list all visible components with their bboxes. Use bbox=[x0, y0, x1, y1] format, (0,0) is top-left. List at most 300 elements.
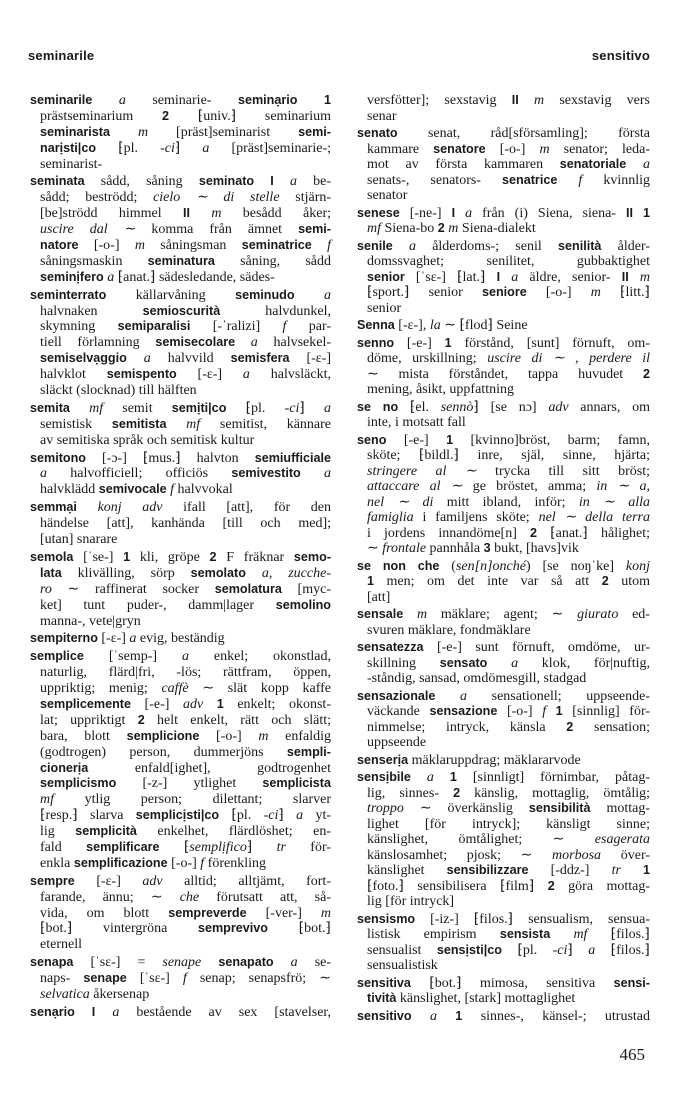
text: naturlig, flärd|fri, -lös; rättfram, öppen, bbox=[40, 665, 331, 681]
entry-line bbox=[30, 174, 331, 190]
text: halvklot bbox=[40, 367, 107, 383]
italic-text: giurato bbox=[577, 607, 619, 622]
headword: se non che bbox=[357, 558, 440, 573]
text: semitist, kännare bbox=[200, 416, 331, 432]
text: [-ɛ-], bbox=[394, 318, 430, 333]
text: åkersenap bbox=[89, 986, 150, 1002]
entry-line bbox=[357, 753, 650, 769]
headword: seminạrio 1 bbox=[237, 93, 331, 107]
text: enkel; okonstlad, bbox=[188, 649, 331, 665]
headword: semi- bbox=[298, 222, 331, 237]
headword: se no bbox=[357, 399, 399, 414]
text: yt- bbox=[303, 808, 331, 824]
text: ⁅univ.⁆ seminarium bbox=[169, 108, 331, 124]
text: ⁅pl. bbox=[219, 808, 264, 824]
text: halvofficiell; officiös bbox=[47, 466, 232, 482]
headword: semolato bbox=[190, 565, 246, 580]
headword: sempiterno bbox=[30, 631, 98, 646]
text: ⁅ bbox=[159, 839, 190, 855]
text: [ˈsɛ-] bbox=[126, 971, 183, 987]
text: väckande bbox=[367, 704, 430, 719]
text: farande, ännu; ∼ bbox=[40, 889, 180, 905]
text: ⁅bot.⁆ mimosa, sensitiva bbox=[410, 975, 614, 991]
text: vida, om blott bbox=[40, 905, 169, 921]
entry-line bbox=[357, 285, 650, 301]
text: ∼ ⁅flod⁆ Seine bbox=[440, 318, 528, 333]
headword: senserịa bbox=[357, 752, 409, 767]
text: döme, urskillning; bbox=[367, 351, 488, 366]
text: ⁆ [se nɔ] bbox=[473, 399, 549, 415]
text: lat; uppriktigt bbox=[40, 712, 138, 728]
text: halvdunkel, bbox=[220, 303, 331, 319]
text: lig bbox=[40, 824, 76, 840]
headword: 1 bbox=[436, 1008, 463, 1023]
text: förenkling bbox=[204, 855, 266, 871]
italic-text: f bbox=[182, 971, 187, 987]
text: ∼ överkänslig bbox=[403, 801, 529, 816]
text: enfaldig bbox=[268, 728, 331, 744]
entry-line bbox=[30, 516, 331, 532]
entry-line bbox=[357, 801, 650, 817]
headword: sensibilità bbox=[528, 801, 591, 815]
italic-text: mf bbox=[166, 416, 201, 432]
headword: seminịfero bbox=[40, 269, 104, 284]
italic-text: mf bbox=[550, 927, 588, 942]
italic-text: a bbox=[273, 955, 298, 971]
italic-text: la bbox=[429, 318, 441, 333]
entry-line bbox=[30, 566, 331, 582]
text: av semitiska språk och semitisk kultur bbox=[40, 432, 255, 448]
entry-line bbox=[30, 937, 331, 953]
dictionary-entry bbox=[357, 770, 650, 910]
dictionary-entry bbox=[357, 206, 650, 237]
entry-line bbox=[357, 958, 650, 974]
text: se- bbox=[297, 955, 332, 971]
entry-line bbox=[357, 526, 650, 542]
dictionary-entry bbox=[357, 318, 650, 334]
text: sensation; bbox=[573, 719, 650, 735]
text: Siena-bo bbox=[381, 221, 438, 236]
text: [-ɛ-] bbox=[176, 367, 243, 383]
headword: 2 bbox=[209, 549, 217, 564]
text: förstånd, [sunt] förnuft, om- bbox=[451, 335, 650, 351]
text: ⁅filos.⁆ bbox=[595, 942, 650, 958]
italic-text: -ci bbox=[284, 400, 300, 416]
text: [-ver-] bbox=[246, 905, 321, 921]
text: händelse [att], kanhända [till och med]; bbox=[40, 516, 331, 532]
text: men; om det inte var så att bbox=[374, 574, 602, 589]
italic-text: morbosa bbox=[552, 847, 602, 863]
headword: senatore bbox=[433, 141, 486, 156]
entry-line bbox=[30, 906, 331, 922]
text: helt enkelt, rätt och slätt; bbox=[144, 712, 331, 728]
headword: 1 bbox=[433, 770, 457, 784]
headword: semplice bbox=[30, 649, 84, 664]
headword: semplicione bbox=[126, 728, 200, 743]
text: i familjens sköte; bbox=[413, 510, 539, 525]
headword: sensazione bbox=[429, 704, 498, 718]
headword: 1 bbox=[446, 432, 454, 447]
entry-line bbox=[30, 987, 331, 1003]
headword: 1 bbox=[444, 335, 452, 350]
entry-line bbox=[357, 574, 650, 590]
italic-text: a bbox=[435, 688, 468, 704]
headword: lata bbox=[40, 565, 62, 580]
headword: sensịbile bbox=[357, 770, 411, 784]
italic-text: nel ∼ di bbox=[367, 494, 434, 510]
italic-text: konj bbox=[625, 558, 650, 574]
headword: II bbox=[621, 269, 629, 284]
italic-text: in ∼ alla bbox=[578, 494, 650, 510]
entry-line bbox=[357, 704, 650, 720]
italic-text: esagerata bbox=[594, 832, 650, 847]
entry-line bbox=[30, 890, 331, 906]
text: mitt ibland, inför; bbox=[433, 494, 579, 510]
entry-line bbox=[30, 532, 331, 548]
entry-line bbox=[357, 656, 650, 672]
text: ⁅pl. bbox=[226, 400, 285, 416]
text: enkelt; okonst- bbox=[223, 696, 331, 712]
text: sensationell; uppseende- bbox=[467, 688, 650, 704]
text: ålder- bbox=[601, 238, 651, 254]
text: F fräknar bbox=[216, 549, 294, 565]
headword: semplificazione bbox=[73, 855, 168, 870]
headword: senile bbox=[357, 238, 393, 253]
dictionary-entry bbox=[357, 239, 650, 317]
entry-line bbox=[30, 614, 331, 630]
text: trycka till sitt bröst; bbox=[476, 463, 651, 479]
headword: seminato I bbox=[198, 174, 274, 189]
dictionary-entry bbox=[357, 976, 650, 1007]
headword: II bbox=[183, 206, 190, 221]
entry-line bbox=[30, 824, 331, 840]
text: prästseminarium bbox=[40, 108, 163, 124]
entry-line bbox=[30, 713, 331, 729]
entry-line bbox=[357, 671, 650, 687]
text: äldre, senior- bbox=[518, 269, 622, 285]
text: besådd åker; bbox=[221, 206, 331, 222]
text: i jordens innandöme[n] bbox=[367, 525, 531, 541]
headword: senạrio I bbox=[30, 1004, 96, 1019]
text: känslig, mottaglig, ömtålig; bbox=[460, 785, 651, 801]
headword: sensitivo bbox=[357, 1008, 412, 1023]
text: källarvåning bbox=[106, 287, 236, 303]
italic-text: cielo ∼ di stelle bbox=[153, 190, 280, 206]
entry-line bbox=[30, 206, 331, 222]
entry-line bbox=[357, 173, 650, 189]
dictionary-entry bbox=[30, 451, 331, 499]
text: över- bbox=[601, 847, 650, 863]
text: utom bbox=[608, 574, 651, 589]
text: skymning bbox=[40, 319, 118, 335]
entry-line bbox=[357, 848, 650, 864]
text: ⁅litt.⁆ bbox=[600, 285, 650, 300]
entry-line bbox=[30, 808, 331, 824]
entry-line bbox=[357, 720, 650, 736]
italic-text: f bbox=[282, 319, 287, 335]
headword: I bbox=[451, 205, 456, 220]
text: ⁅bot.⁆ vintergröna bbox=[40, 921, 198, 937]
headword: semiparalisi bbox=[117, 319, 191, 334]
text: ed- bbox=[618, 607, 650, 622]
dictionary-entry bbox=[357, 126, 650, 204]
italic-text: a bbox=[296, 808, 304, 824]
headword: 2 bbox=[642, 366, 650, 381]
headword: seminata bbox=[30, 174, 85, 189]
headword: sensato bbox=[439, 655, 488, 670]
headword: semitono bbox=[30, 450, 86, 465]
headword: narịsti|co bbox=[40, 140, 97, 155]
text: ⁅sport.⁆ senior bbox=[367, 285, 482, 300]
entry-line bbox=[30, 351, 331, 367]
entry-line bbox=[357, 943, 650, 959]
dictionary-entry bbox=[357, 433, 650, 557]
headword: II 1 bbox=[625, 205, 650, 220]
headword: sempli- bbox=[286, 744, 331, 759]
entry-line bbox=[357, 351, 650, 367]
italic-text: a bbox=[242, 367, 250, 383]
text: ∼ mista förståndet, tappa huvudet bbox=[367, 366, 643, 382]
entry-line bbox=[357, 479, 650, 495]
entry-line bbox=[30, 792, 331, 808]
text: såningsmaskin bbox=[40, 253, 148, 269]
entry-line bbox=[30, 697, 331, 713]
text: ålderdoms-; senil bbox=[415, 238, 558, 254]
italic-text: caffè bbox=[161, 681, 189, 697]
dictionary-entry bbox=[30, 401, 331, 449]
text: eternell bbox=[40, 937, 82, 953]
text: [ˈsɛ-] = bbox=[73, 955, 163, 971]
entry-line bbox=[30, 840, 331, 856]
headword: sensịsti|co bbox=[436, 942, 502, 957]
italic-text: adv bbox=[142, 873, 163, 889]
entry-line bbox=[30, 157, 331, 173]
dictionary-entry bbox=[30, 1005, 331, 1021]
dictionary-entry bbox=[30, 649, 331, 871]
headword: semplicismo bbox=[40, 776, 117, 791]
text: senat, råd[sförsamling]; första bbox=[397, 126, 650, 141]
headword: seminarile bbox=[30, 93, 93, 107]
text: kvinnlig bbox=[582, 172, 651, 188]
italic-text: a, zucche- bbox=[245, 565, 331, 581]
text: släckt (slocknad) till hälften bbox=[40, 383, 197, 399]
italic-text: m bbox=[628, 269, 650, 285]
text: [-e-] sunt förnuft, omdöme, ur- bbox=[423, 640, 650, 655]
text: seminarist- bbox=[40, 156, 103, 172]
dictionary-entry bbox=[357, 1009, 650, 1025]
headword: semplicịsti|co bbox=[135, 808, 220, 823]
text: ⁆ bbox=[246, 839, 277, 855]
headword: 2 bbox=[437, 221, 445, 235]
italic-text: a bbox=[235, 335, 258, 351]
headword: sensista bbox=[499, 927, 551, 941]
text: kammare bbox=[367, 141, 434, 157]
entry-line bbox=[30, 681, 331, 697]
text: [sinnligt] förnimbar, påtag- bbox=[456, 770, 650, 785]
headword: cionerịa bbox=[40, 760, 89, 775]
entry-line bbox=[30, 582, 331, 598]
text: sexstavig vers bbox=[544, 93, 650, 108]
italic-text: a bbox=[202, 140, 210, 156]
headword: semplicità bbox=[75, 824, 137, 839]
headword: 2 bbox=[601, 574, 609, 588]
entry-line bbox=[357, 541, 650, 557]
entry-line bbox=[357, 623, 650, 639]
text: par- bbox=[286, 319, 331, 335]
text: [att] bbox=[367, 589, 391, 605]
italic-text: a bbox=[626, 157, 651, 172]
headword: 1 bbox=[620, 863, 650, 877]
text: Siena-dialekt bbox=[458, 221, 536, 236]
entry-line bbox=[30, 729, 331, 745]
text: [-ɛ-] bbox=[289, 351, 331, 367]
text: [-ɔ-] ⁅mus.⁆ halvton bbox=[85, 450, 255, 466]
text: ⁆ bbox=[174, 140, 203, 156]
italic-text: a bbox=[273, 174, 297, 190]
text: ∼ slät kopp kaffe bbox=[188, 681, 331, 697]
text: [ˈsɛ-] ⁅lat.⁆ bbox=[404, 269, 497, 285]
text: förutsatt att, så- bbox=[199, 889, 331, 905]
text: ( bbox=[439, 558, 456, 574]
italic-text: a bbox=[294, 287, 331, 303]
headword: sensale bbox=[357, 607, 404, 621]
text: pannhåla bbox=[426, 541, 484, 556]
text: ⁅anat.⁆ sädesledande, sädes- bbox=[114, 269, 275, 285]
headword: Senna bbox=[357, 318, 395, 332]
entry-line bbox=[30, 665, 331, 681]
entry-line bbox=[30, 367, 331, 383]
text: [-o-] bbox=[78, 238, 135, 254]
dictionary-entry bbox=[30, 631, 331, 647]
entry-line bbox=[30, 141, 331, 157]
text: klivälling, sörp bbox=[61, 565, 191, 581]
headword: semplificare bbox=[86, 839, 160, 854]
headword: senior bbox=[367, 269, 405, 284]
entry-line bbox=[357, 415, 650, 431]
text: ⁅foto.⁆ sensibilisera ⁅film⁆ bbox=[367, 878, 548, 894]
headword: 2 bbox=[530, 525, 538, 540]
italic-text: uscire di ∼ , perdere il bbox=[487, 351, 650, 366]
entry-line bbox=[357, 367, 650, 383]
headword: semiufficiale bbox=[254, 450, 331, 465]
italic-text: mf bbox=[367, 221, 381, 236]
dictionary-entry bbox=[30, 174, 331, 285]
text: nimmelse; intryck, känsla bbox=[367, 719, 567, 735]
text: enfald[ighet], godtrogenhet bbox=[88, 760, 331, 776]
text: fald bbox=[40, 839, 87, 855]
text: semit bbox=[103, 400, 172, 416]
dictionary-entry bbox=[30, 874, 331, 953]
text: lighet [för intryck]; känsligt sinne; bbox=[367, 816, 650, 832]
italic-text: a bbox=[40, 466, 47, 482]
text: domssvaghet; senilitet, gubbaktighet bbox=[367, 254, 650, 269]
text: versfötter]; sexstavig bbox=[367, 93, 512, 108]
headword: semola bbox=[30, 549, 74, 564]
text: ⁅pl. bbox=[501, 942, 553, 958]
italic-text: attaccare al ∼ bbox=[367, 479, 463, 494]
italic-text: a bbox=[92, 93, 153, 108]
italic-text: ro bbox=[40, 581, 52, 597]
text: bestående av sex [stavelser, bbox=[119, 1004, 332, 1020]
entry-line bbox=[357, 912, 650, 928]
text: -ståndig, sansad, omdömesgill, stadgad bbox=[367, 671, 587, 686]
text: ifall [att], för den bbox=[162, 500, 331, 516]
text: halvsläckt, bbox=[249, 367, 331, 383]
text: ) [se noŋˈke] bbox=[525, 558, 626, 574]
text: ⁅pl. bbox=[96, 140, 161, 156]
headword: natore bbox=[40, 238, 79, 253]
text: ⁆ bbox=[299, 400, 324, 416]
text: stjärn- bbox=[279, 190, 332, 206]
entry-line bbox=[30, 776, 331, 792]
text: bukt, [havs]vik bbox=[490, 541, 579, 556]
entry-line bbox=[357, 301, 650, 317]
text: seminarie- bbox=[152, 93, 238, 108]
headword: senilità bbox=[558, 238, 602, 253]
text: senats-, senators- bbox=[367, 172, 503, 188]
italic-text: f bbox=[557, 172, 583, 188]
headword: sensibilizzare bbox=[446, 863, 529, 877]
italic-text: a bbox=[410, 770, 434, 785]
entry-line bbox=[30, 238, 331, 254]
headword: semita bbox=[30, 400, 70, 415]
text: lig, sinnes- bbox=[367, 785, 454, 801]
entry-line bbox=[30, 222, 331, 238]
text: ⁆ bbox=[567, 942, 589, 958]
text: [be]strödd himmel bbox=[40, 206, 183, 222]
text: halvsekel- bbox=[257, 335, 332, 351]
italic-text: adv bbox=[548, 399, 569, 415]
entry-line bbox=[357, 142, 650, 158]
dictionary-entry bbox=[30, 955, 331, 1003]
text: halvvild bbox=[150, 351, 231, 367]
entry-line bbox=[357, 770, 650, 786]
text: [-ˈralizi] bbox=[190, 319, 283, 335]
text: ⁅el. bbox=[398, 399, 441, 415]
headword: semmại bbox=[30, 500, 77, 515]
entry-line bbox=[357, 927, 650, 943]
entry-line bbox=[30, 971, 331, 987]
entry-line bbox=[30, 955, 331, 971]
dictionary-entry bbox=[357, 93, 650, 124]
headword: seno bbox=[357, 432, 387, 447]
text: [-o-] bbox=[497, 704, 543, 719]
dictionary-entry bbox=[30, 288, 331, 399]
italic-text: f bbox=[542, 704, 547, 719]
entry-line bbox=[30, 401, 331, 417]
text: inte, i motsatt fall bbox=[367, 415, 466, 430]
italic-text: m bbox=[190, 206, 222, 222]
italic-text: a bbox=[95, 1004, 120, 1020]
entry-line bbox=[357, 510, 650, 526]
entry-line bbox=[357, 607, 650, 623]
italic-text: f bbox=[166, 482, 175, 498]
text: bara, blott bbox=[40, 728, 127, 744]
text: listisk empirism bbox=[367, 927, 500, 942]
entry-line bbox=[357, 206, 650, 222]
text: manna-, vete|gryn bbox=[40, 613, 141, 629]
headword: seminatura bbox=[147, 253, 215, 268]
text: [-o-] bbox=[526, 285, 591, 300]
entry-line bbox=[30, 319, 331, 335]
text: ∼ bbox=[367, 541, 383, 556]
headword: 1 bbox=[546, 704, 563, 718]
italic-text: nel ∼ della terra bbox=[538, 510, 651, 525]
italic-text: a bbox=[455, 205, 473, 221]
text: [-e-] bbox=[394, 335, 445, 351]
headword: semiselvạggio bbox=[40, 351, 127, 366]
headword: sensitiva bbox=[357, 975, 411, 990]
